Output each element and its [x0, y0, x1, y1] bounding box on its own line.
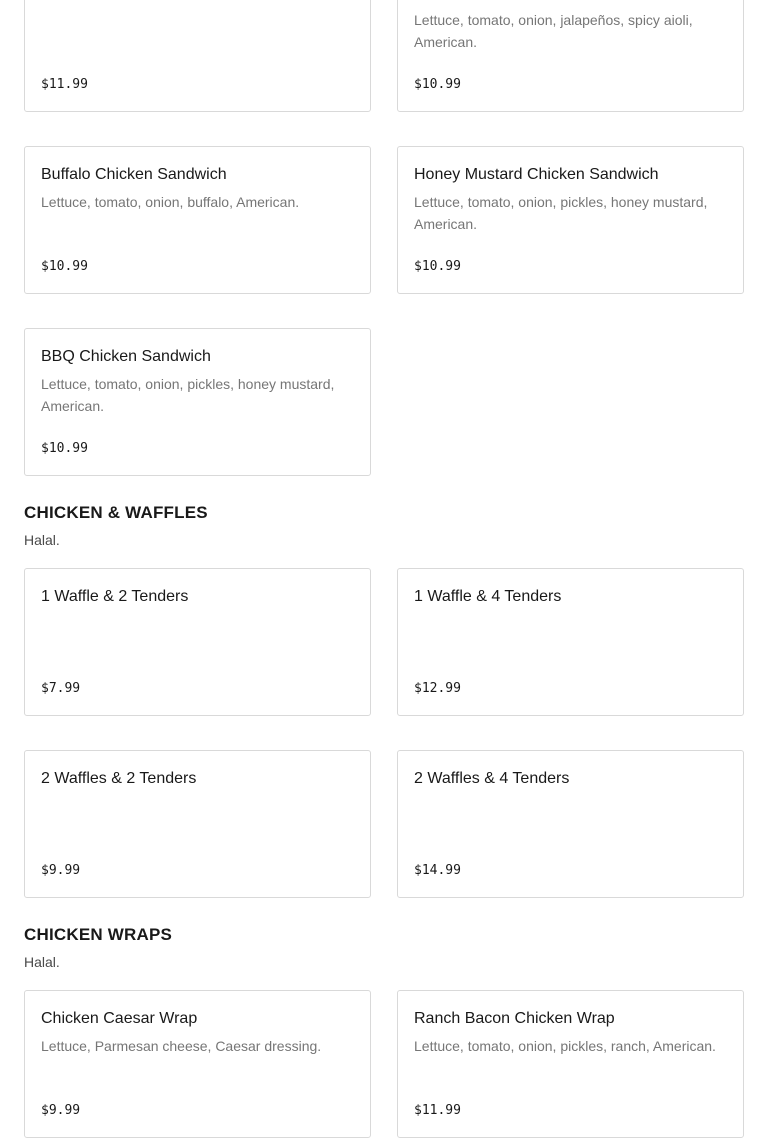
menu-item-title: Chicken Caesar Wrap [41, 1010, 198, 1027]
menu-item-price: $10.99 [41, 259, 88, 274]
menu-item-title: 2 Waffles & 2 Tenders [41, 770, 197, 787]
menu-item-card[interactable] [397, 990, 744, 1138]
menu-item-price: $9.99 [41, 863, 81, 878]
menu-item-card[interactable] [24, 990, 371, 1138]
menu-item-price: $11.99 [41, 77, 88, 92]
menu-item-description: Lettuce, tomato, onion, pickles, honey mustard, American. [41, 376, 335, 414]
menu-item-title: 1 Waffle & 2 Tenders [41, 588, 189, 605]
section-subtitle: Halal. [24, 532, 60, 548]
menu-item-title: Ranch Bacon Chicken Wrap [414, 1010, 615, 1027]
menu-item-card[interactable] [397, 0, 744, 112]
menu-item-card[interactable] [397, 568, 744, 716]
menu-item-card[interactable] [24, 328, 371, 476]
menu-item-title: Honey Mustard Chicken Sandwich [414, 166, 659, 183]
menu-item-price: $10.99 [414, 77, 461, 92]
menu-item-card[interactable] [24, 146, 371, 294]
menu-item-description: Lettuce, tomato, onion, pickles, honey mustard, American. [414, 194, 708, 232]
section-title-chicken-wraps: CHICKEN WRAPS [24, 925, 173, 944]
menu-item-description: Lettuce, tomato, onion, pickles, ranch, American. [414, 1038, 716, 1054]
menu-item-price: $10.99 [414, 259, 461, 274]
menu-item-card[interactable] [24, 568, 371, 716]
menu-item-card[interactable] [24, 750, 371, 898]
menu-item-price: $7.99 [41, 681, 81, 696]
menu-item-title: 1 Waffle & 4 Tenders [414, 588, 562, 605]
menu-item-price: $14.99 [414, 863, 461, 878]
menu-item-title: BBQ Chicken Sandwich [41, 348, 211, 365]
menu-item-price: $11.99 [414, 1103, 461, 1118]
menu-item-description: Lettuce, tomato, onion, buffalo, American. [41, 194, 300, 210]
menu-item-description: Lettuce, tomato, onion, jalapeños, spicy aioli, American. [414, 12, 693, 50]
menu-item-title: 2 Waffles & 4 Tenders [414, 770, 570, 787]
menu-item-price: $10.99 [41, 441, 88, 456]
menu-item-price: $9.99 [41, 1103, 81, 1118]
menu-item-card[interactable] [397, 146, 744, 294]
section-title-chicken-waffles: CHICKEN & WAFFLES [24, 503, 208, 522]
menu-item-description: Lettuce, Parmesan cheese, Caesar dressing. [41, 1038, 322, 1054]
menu-item-title: Buffalo Chicken Sandwich [41, 166, 227, 183]
menu-item-card[interactable] [24, 0, 371, 112]
section-subtitle: Halal. [24, 954, 60, 970]
menu-item-card[interactable] [397, 750, 744, 898]
menu-item-price: $12.99 [414, 681, 461, 696]
